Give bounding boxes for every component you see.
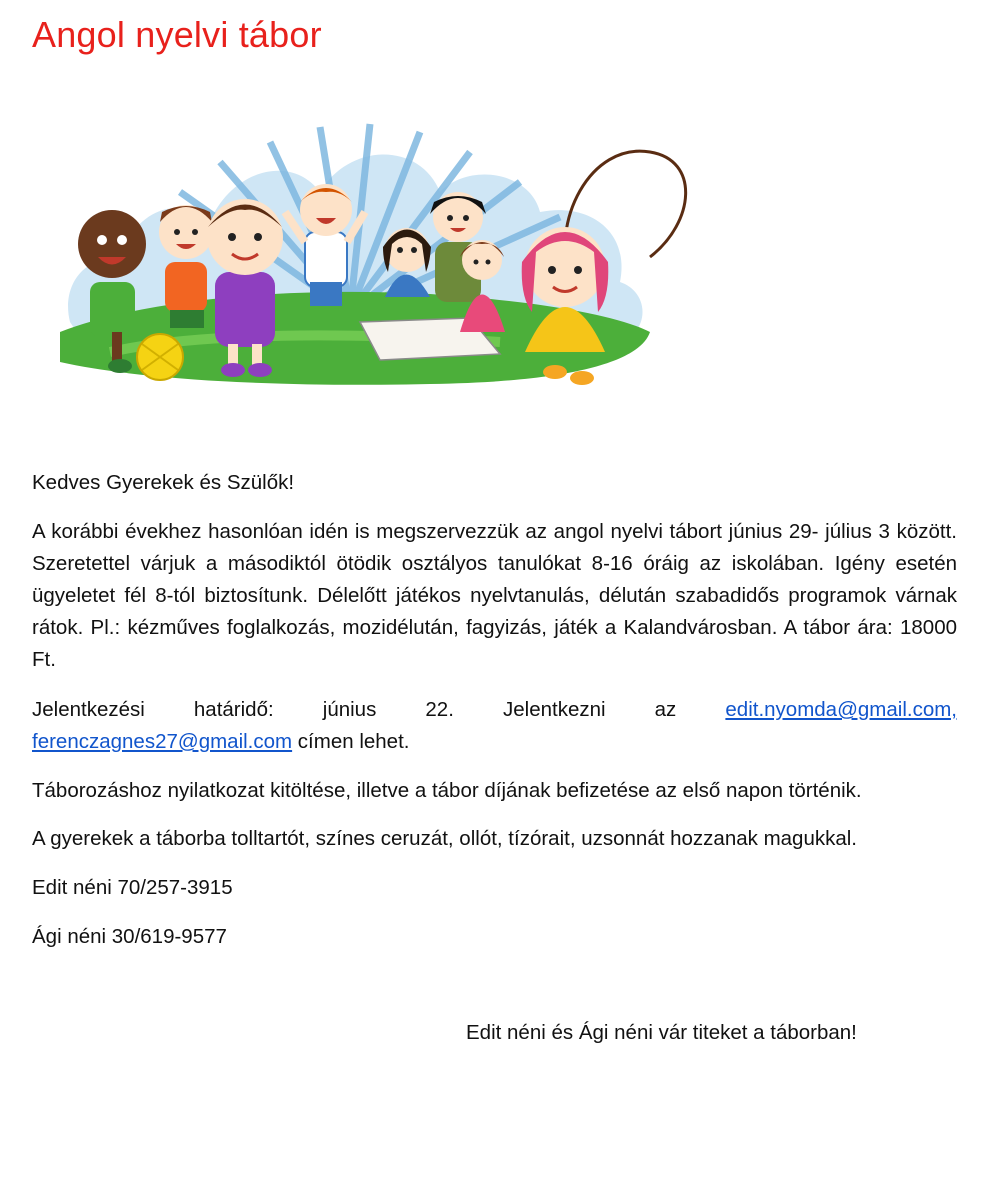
payment-paragraph: Táborozáshoz nyilatkozat kitöltése, illetve a tábor díjának befizetése az első napon történik. bbox=[32, 779, 862, 802]
page-title: Angol nyelvi tábor bbox=[32, 14, 322, 55]
email-link-ferencz[interactable]: ferenczagnes27@gmail.com bbox=[32, 730, 293, 753]
deadline-tail-text: címen lehet. bbox=[292, 730, 410, 753]
deadline-text: Jelentkezési határidő: június 22. Jelentkezni az bbox=[32, 698, 677, 721]
deadline-line-2 bbox=[32, 726, 957, 758]
deadline-line-1 bbox=[32, 694, 957, 726]
info-paragraph: A korábbi évekhez hasonlóan idén is megszervezzük az angol nyelvi tábort június 29- július 3 között. Szeretettel várjuk a másodiktól ötödik osztályos tanulókat 8-16 óráig az iskolában. Igény esetén ügyeletet fél 8-tól biztosítunk. Délelőtt játékos nyelvtanulás, délután szabadidős programok várnak rátok. Pl.: kézműves foglalkozás, mozidélután, fagyizás, játék a Kalandvárosban. A tábor ára: 18000 Ft. bbox=[32, 520, 957, 671]
children-playing-illustration bbox=[50, 82, 700, 397]
contact-agi: Ági néni 30/619-9577 bbox=[32, 925, 227, 948]
email-link-edit[interactable]: edit.nyomda@gmail.com, bbox=[725, 698, 957, 721]
greeting: Kedves Gyerekek és Szülők! bbox=[32, 471, 295, 494]
deadline-paragraph bbox=[32, 694, 957, 758]
closing-signature: Edit néni és Ági néni vár titeket a táborban! bbox=[466, 1021, 857, 1044]
contact-edit: Edit néni 70/257-3915 bbox=[32, 876, 233, 899]
supplies-paragraph: A gyerekek a táborba tolltartót, színes ceruzát, ollót, tízórait, uzsonnát hozzanak magukkal. bbox=[32, 827, 857, 850]
